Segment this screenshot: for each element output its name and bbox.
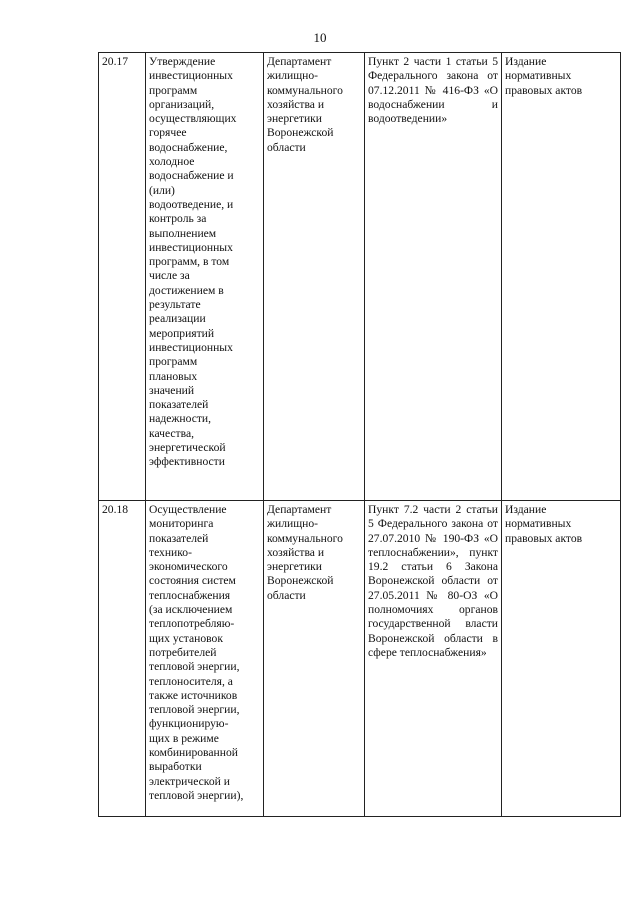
authority-description: Осуществление мониторинга показателей технико- экономического состояния систем теплоснабжения (за исключением теплопотребляю- щих установок потребителей тепловой энергии, теплоносителя, а также источников тепловой энергии, функционирую- щих в режиме комбинированной выработки электрической и тепловой энергии), xyxy=(146,501,264,817)
responsible-department: Департамент жилищно- коммунального хозяйства и энергетики Воронежской области xyxy=(264,53,365,501)
page-number: 10 xyxy=(313,30,327,45)
table-row xyxy=(99,53,621,501)
table-row xyxy=(99,501,621,817)
responsible-department: Департамент жилищно- коммунального хозяйства и энергетики Воронежской области xyxy=(264,501,365,817)
row-number: 20.18 xyxy=(99,501,146,817)
authorities-table xyxy=(98,52,621,817)
authority-description: Утверждение инвестиционных программ организаций, осуществляющих горячее водоснабжение, холодное водоснабжение и (или) водоотведение, и контроль за выполнением инвестиционных программ, в том числе за достижением в результате реализации мероприятий инвестиционных программ плановых значений показателей надежности, качества, энергетической эффективности xyxy=(146,53,264,501)
row-number: 20.17 xyxy=(99,53,146,501)
implementation-form: Издание нормативных правовых актов xyxy=(502,53,621,501)
legal-basis: Пункт 7.2 части 2 статьи 5 Федерального закона от 27.07.2010 № 190-ФЗ «О теплоснабжении», пункт 19.2 статьи 6 Закона Воронежской области от 27.05.2011 № 80-ОЗ «О полномочиях органов государственной власти Воронежской области в сфере теплоснабжения» xyxy=(365,501,502,817)
implementation-form: Издание нормативных правовых актов xyxy=(502,501,621,817)
legal-basis: Пункт 2 части 1 статьи 5 Федерального закона от 07.12.2011 № 416-ФЗ «О водоснабжении и водоотведении» xyxy=(365,53,502,501)
